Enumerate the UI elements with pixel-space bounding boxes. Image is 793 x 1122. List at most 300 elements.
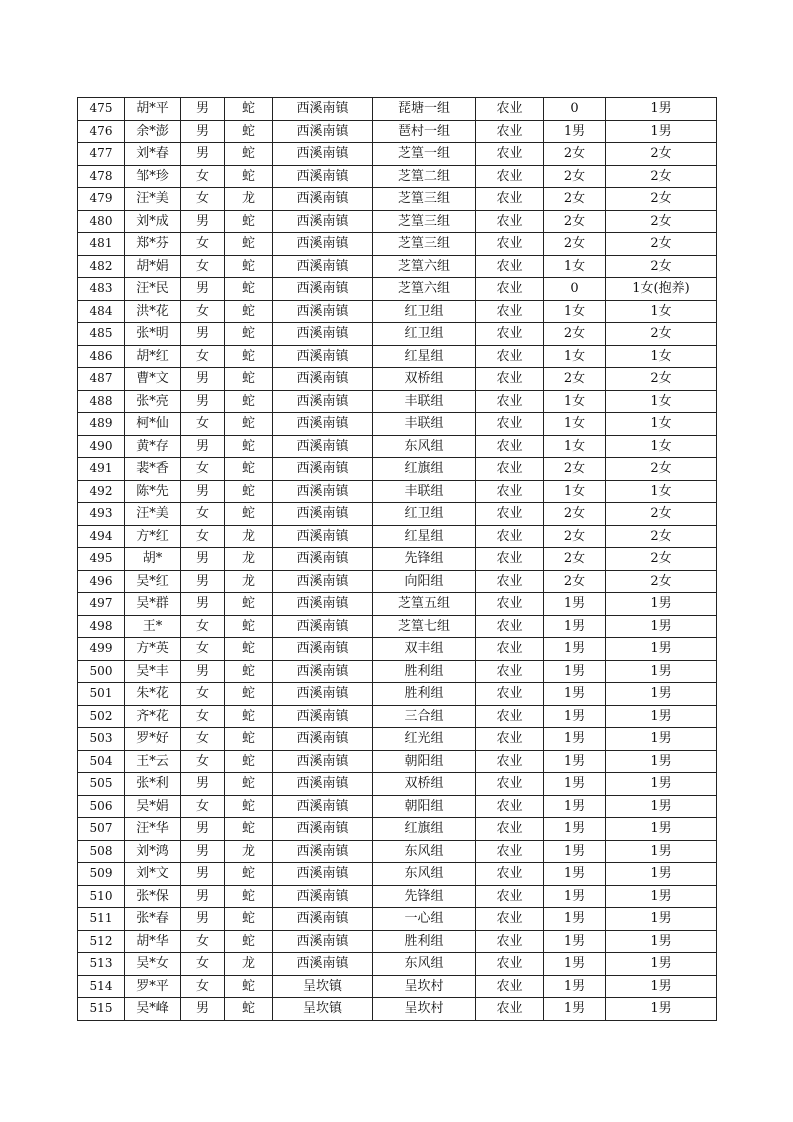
name-cell: 陈*先 — [125, 480, 181, 503]
gender-cell: 女 — [181, 458, 225, 481]
children-after-cell: 1男 — [606, 705, 717, 728]
town-cell: 西溪南镇 — [273, 525, 373, 548]
village-group-cell: 芝篁六组 — [373, 278, 476, 301]
household-type-cell: 农业 — [476, 615, 544, 638]
name-cell: 余*澎 — [125, 120, 181, 143]
children-after-cell: 2女 — [606, 188, 717, 211]
village-group-cell: 琵塘一组 — [373, 98, 476, 121]
household-type-cell: 农业 — [476, 975, 544, 998]
children-after-cell: 1男 — [606, 615, 717, 638]
children-after-cell: 1男 — [606, 120, 717, 143]
household-type-cell: 农业 — [476, 525, 544, 548]
table-row — [78, 368, 717, 391]
row-number-cell: 509 — [78, 863, 125, 886]
zodiac-cell: 蛇 — [225, 233, 273, 256]
village-group-cell: 先锋组 — [373, 548, 476, 571]
gender-cell: 女 — [181, 975, 225, 998]
row-number-cell: 484 — [78, 300, 125, 323]
children-after-cell: 1男 — [606, 773, 717, 796]
village-group-cell: 东风组 — [373, 953, 476, 976]
children-before-cell: 1男 — [544, 773, 606, 796]
row-number-cell: 512 — [78, 930, 125, 953]
household-type-cell: 农业 — [476, 413, 544, 436]
town-cell: 西溪南镇 — [273, 458, 373, 481]
town-cell: 西溪南镇 — [273, 660, 373, 683]
town-cell: 西溪南镇 — [273, 98, 373, 121]
village-group-cell: 朝阳组 — [373, 750, 476, 773]
name-cell: 张*明 — [125, 323, 181, 346]
household-type-cell: 农业 — [476, 458, 544, 481]
table-row — [78, 750, 717, 773]
household-type-cell: 农业 — [476, 998, 544, 1021]
household-type-cell: 农业 — [476, 98, 544, 121]
gender-cell: 男 — [181, 840, 225, 863]
gender-cell: 女 — [181, 255, 225, 278]
children-after-cell: 1男 — [606, 908, 717, 931]
zodiac-cell: 蛇 — [225, 503, 273, 526]
row-number-cell: 500 — [78, 660, 125, 683]
village-group-cell: 红星组 — [373, 345, 476, 368]
household-type-cell: 农业 — [476, 233, 544, 256]
row-number-cell: 504 — [78, 750, 125, 773]
row-number-cell: 477 — [78, 143, 125, 166]
village-group-cell: 东风组 — [373, 840, 476, 863]
name-cell: 吴*峰 — [125, 998, 181, 1021]
gender-cell: 男 — [181, 660, 225, 683]
table-row — [78, 660, 717, 683]
row-number-cell: 475 — [78, 98, 125, 121]
zodiac-cell: 蛇 — [225, 683, 273, 706]
town-cell: 西溪南镇 — [273, 705, 373, 728]
children-after-cell: 1男 — [606, 728, 717, 751]
children-after-cell: 1男 — [606, 998, 717, 1021]
children-before-cell: 2女 — [544, 503, 606, 526]
gender-cell: 女 — [181, 705, 225, 728]
gender-cell: 男 — [181, 480, 225, 503]
gender-cell: 女 — [181, 413, 225, 436]
children-after-cell: 1女 — [606, 390, 717, 413]
children-after-cell: 1男 — [606, 638, 717, 661]
row-number-cell: 482 — [78, 255, 125, 278]
children-after-cell: 1女(抱养) — [606, 278, 717, 301]
household-type-cell: 农业 — [476, 660, 544, 683]
children-before-cell: 1男 — [544, 705, 606, 728]
household-type-cell: 农业 — [476, 795, 544, 818]
children-after-cell: 1男 — [606, 660, 717, 683]
children-before-cell: 2女 — [544, 233, 606, 256]
town-cell: 西溪南镇 — [273, 885, 373, 908]
gender-cell: 女 — [181, 683, 225, 706]
children-after-cell: 1男 — [606, 98, 717, 121]
children-after-cell: 1男 — [606, 795, 717, 818]
table-row — [78, 300, 717, 323]
table-row — [78, 165, 717, 188]
children-before-cell: 1女 — [544, 413, 606, 436]
table-row — [78, 863, 717, 886]
village-group-cell: 红卫组 — [373, 503, 476, 526]
table-row — [78, 503, 717, 526]
children-before-cell: 1女 — [544, 435, 606, 458]
zodiac-cell: 龙 — [225, 525, 273, 548]
name-cell: 洪*花 — [125, 300, 181, 323]
table-row — [78, 593, 717, 616]
children-before-cell: 2女 — [544, 458, 606, 481]
row-number-cell: 493 — [78, 503, 125, 526]
row-number-cell: 491 — [78, 458, 125, 481]
row-number-cell: 507 — [78, 818, 125, 841]
town-cell: 西溪南镇 — [273, 863, 373, 886]
children-before-cell: 1男 — [544, 908, 606, 931]
children-before-cell: 1男 — [544, 120, 606, 143]
town-cell: 西溪南镇 — [273, 188, 373, 211]
table-row — [78, 953, 717, 976]
children-after-cell: 2女 — [606, 255, 717, 278]
table-row — [78, 548, 717, 571]
table-row — [78, 120, 717, 143]
town-cell: 西溪南镇 — [273, 728, 373, 751]
row-number-cell: 511 — [78, 908, 125, 931]
children-before-cell: 1男 — [544, 953, 606, 976]
gender-cell: 女 — [181, 345, 225, 368]
zodiac-cell: 蛇 — [225, 705, 273, 728]
gender-cell: 男 — [181, 390, 225, 413]
village-group-cell: 红光组 — [373, 728, 476, 751]
children-after-cell: 1女 — [606, 413, 717, 436]
village-group-cell: 胜利组 — [373, 930, 476, 953]
village-group-cell: 胜利组 — [373, 660, 476, 683]
table-row — [78, 143, 717, 166]
village-group-cell: 呈坎村 — [373, 975, 476, 998]
zodiac-cell: 蛇 — [225, 795, 273, 818]
household-type-cell: 农业 — [476, 638, 544, 661]
town-cell: 西溪南镇 — [273, 413, 373, 436]
name-cell: 吴*群 — [125, 593, 181, 616]
name-cell: 汪*华 — [125, 818, 181, 841]
children-after-cell: 1男 — [606, 840, 717, 863]
zodiac-cell: 蛇 — [225, 638, 273, 661]
table-row — [78, 435, 717, 458]
table-row — [78, 795, 717, 818]
children-before-cell: 0 — [544, 98, 606, 121]
name-cell: 黄*存 — [125, 435, 181, 458]
village-group-cell: 向阳组 — [373, 570, 476, 593]
town-cell: 西溪南镇 — [273, 570, 373, 593]
row-number-cell: 487 — [78, 368, 125, 391]
children-before-cell: 1女 — [544, 390, 606, 413]
children-before-cell: 1男 — [544, 728, 606, 751]
table-row — [78, 255, 717, 278]
household-type-cell: 农业 — [476, 705, 544, 728]
zodiac-cell: 蛇 — [225, 908, 273, 931]
row-number-cell: 495 — [78, 548, 125, 571]
gender-cell: 女 — [181, 728, 225, 751]
children-after-cell: 1男 — [606, 750, 717, 773]
name-cell: 张*保 — [125, 885, 181, 908]
village-group-cell: 双丰组 — [373, 638, 476, 661]
name-cell: 罗*好 — [125, 728, 181, 751]
zodiac-cell: 蛇 — [225, 255, 273, 278]
children-before-cell: 1男 — [544, 818, 606, 841]
children-before-cell: 2女 — [544, 525, 606, 548]
children-after-cell: 1男 — [606, 818, 717, 841]
row-number-cell: 501 — [78, 683, 125, 706]
gender-cell: 女 — [181, 953, 225, 976]
village-group-cell: 芝篁三组 — [373, 210, 476, 233]
children-before-cell: 1男 — [544, 615, 606, 638]
household-type-cell: 农业 — [476, 165, 544, 188]
children-before-cell: 1男 — [544, 885, 606, 908]
zodiac-cell: 蛇 — [225, 143, 273, 166]
row-number-cell: 503 — [78, 728, 125, 751]
table-row — [78, 998, 717, 1021]
zodiac-cell: 蛇 — [225, 728, 273, 751]
zodiac-cell: 蛇 — [225, 278, 273, 301]
town-cell: 西溪南镇 — [273, 368, 373, 391]
children-before-cell: 2女 — [544, 188, 606, 211]
name-cell: 王* — [125, 615, 181, 638]
name-cell: 汪*美 — [125, 188, 181, 211]
table-row — [78, 98, 717, 121]
village-group-cell: 芝篁一组 — [373, 143, 476, 166]
household-type-cell: 农业 — [476, 278, 544, 301]
name-cell: 吴*娟 — [125, 795, 181, 818]
town-cell: 西溪南镇 — [273, 435, 373, 458]
town-cell: 西溪南镇 — [273, 683, 373, 706]
zodiac-cell: 蛇 — [225, 480, 273, 503]
table-row — [78, 683, 717, 706]
gender-cell: 男 — [181, 863, 225, 886]
gender-cell: 男 — [181, 323, 225, 346]
village-group-cell: 先锋组 — [373, 885, 476, 908]
gender-cell: 男 — [181, 368, 225, 391]
table-row — [78, 525, 717, 548]
zodiac-cell: 蛇 — [225, 593, 273, 616]
children-before-cell: 1男 — [544, 750, 606, 773]
name-cell: 郑*芬 — [125, 233, 181, 256]
gender-cell: 男 — [181, 885, 225, 908]
children-after-cell: 2女 — [606, 368, 717, 391]
town-cell: 西溪南镇 — [273, 615, 373, 638]
gender-cell: 男 — [181, 908, 225, 931]
zodiac-cell: 蛇 — [225, 390, 273, 413]
village-group-cell: 东风组 — [373, 863, 476, 886]
village-group-cell: 双桥组 — [373, 368, 476, 391]
household-type-cell: 农业 — [476, 683, 544, 706]
name-cell: 吴*红 — [125, 570, 181, 593]
town-cell: 西溪南镇 — [273, 278, 373, 301]
village-group-cell: 芝篁二组 — [373, 165, 476, 188]
zodiac-cell: 蛇 — [225, 773, 273, 796]
household-type-cell: 农业 — [476, 773, 544, 796]
village-group-cell: 红卫组 — [373, 300, 476, 323]
children-after-cell: 1女 — [606, 300, 717, 323]
row-number-cell: 514 — [78, 975, 125, 998]
row-number-cell: 486 — [78, 345, 125, 368]
name-cell: 齐*花 — [125, 705, 181, 728]
name-cell: 胡*红 — [125, 345, 181, 368]
household-type-cell: 农业 — [476, 143, 544, 166]
gender-cell: 男 — [181, 548, 225, 571]
row-number-cell: 502 — [78, 705, 125, 728]
household-type-cell: 农业 — [476, 120, 544, 143]
town-cell: 西溪南镇 — [273, 143, 373, 166]
row-number-cell: 510 — [78, 885, 125, 908]
table-row — [78, 975, 717, 998]
table-row — [78, 885, 717, 908]
town-cell: 西溪南镇 — [273, 548, 373, 571]
children-before-cell: 2女 — [544, 165, 606, 188]
table-row — [78, 345, 717, 368]
table-row — [78, 773, 717, 796]
name-cell: 邹*珍 — [125, 165, 181, 188]
village-group-cell: 朝阳组 — [373, 795, 476, 818]
zodiac-cell: 蛇 — [225, 930, 273, 953]
gender-cell: 男 — [181, 998, 225, 1021]
gender-cell: 男 — [181, 98, 225, 121]
table-row — [78, 728, 717, 751]
zodiac-cell: 蛇 — [225, 750, 273, 773]
zodiac-cell: 蛇 — [225, 413, 273, 436]
zodiac-cell: 蛇 — [225, 885, 273, 908]
row-number-cell: 488 — [78, 390, 125, 413]
household-type-cell: 农业 — [476, 435, 544, 458]
village-group-cell: 芝篁六组 — [373, 255, 476, 278]
children-before-cell: 1男 — [544, 638, 606, 661]
village-group-cell: 芝篁三组 — [373, 188, 476, 211]
children-after-cell: 1女 — [606, 480, 717, 503]
household-type-cell: 农业 — [476, 188, 544, 211]
name-cell: 胡*娟 — [125, 255, 181, 278]
gender-cell: 女 — [181, 795, 225, 818]
village-group-cell: 红旗组 — [373, 818, 476, 841]
gender-cell: 男 — [181, 435, 225, 458]
children-after-cell: 2女 — [606, 525, 717, 548]
zodiac-cell: 蛇 — [225, 210, 273, 233]
zodiac-cell: 龙 — [225, 840, 273, 863]
town-cell: 西溪南镇 — [273, 390, 373, 413]
name-cell: 曹*文 — [125, 368, 181, 391]
row-number-cell: 494 — [78, 525, 125, 548]
gender-cell: 男 — [181, 773, 225, 796]
household-type-cell: 农业 — [476, 953, 544, 976]
town-cell: 西溪南镇 — [273, 593, 373, 616]
row-number-cell: 489 — [78, 413, 125, 436]
town-cell: 西溪南镇 — [273, 953, 373, 976]
town-cell: 呈坎镇 — [273, 998, 373, 1021]
name-cell: 刘*成 — [125, 210, 181, 233]
children-before-cell: 1男 — [544, 863, 606, 886]
children-before-cell: 1男 — [544, 683, 606, 706]
children-before-cell: 1男 — [544, 660, 606, 683]
zodiac-cell: 蛇 — [225, 998, 273, 1021]
children-before-cell: 1男 — [544, 795, 606, 818]
table-row — [78, 390, 717, 413]
village-group-cell: 红旗组 — [373, 458, 476, 481]
household-type-cell: 农业 — [476, 863, 544, 886]
table-row — [78, 570, 717, 593]
town-cell: 西溪南镇 — [273, 503, 373, 526]
gender-cell: 男 — [181, 593, 225, 616]
name-cell: 汪*美 — [125, 503, 181, 526]
records-table — [77, 97, 717, 1021]
children-before-cell: 2女 — [544, 368, 606, 391]
town-cell: 西溪南镇 — [273, 255, 373, 278]
row-number-cell: 480 — [78, 210, 125, 233]
name-cell: 方*英 — [125, 638, 181, 661]
household-type-cell: 农业 — [476, 728, 544, 751]
town-cell: 西溪南镇 — [273, 165, 373, 188]
zodiac-cell: 龙 — [225, 548, 273, 571]
town-cell: 西溪南镇 — [273, 323, 373, 346]
name-cell: 胡* — [125, 548, 181, 571]
records-table-body — [78, 98, 717, 1021]
town-cell: 西溪南镇 — [273, 120, 373, 143]
household-type-cell: 农业 — [476, 300, 544, 323]
household-type-cell: 农业 — [476, 930, 544, 953]
children-after-cell: 1男 — [606, 975, 717, 998]
village-group-cell: 一心组 — [373, 908, 476, 931]
gender-cell: 男 — [181, 570, 225, 593]
town-cell: 西溪南镇 — [273, 795, 373, 818]
zodiac-cell: 蛇 — [225, 615, 273, 638]
zodiac-cell: 龙 — [225, 953, 273, 976]
row-number-cell: 496 — [78, 570, 125, 593]
gender-cell: 女 — [181, 188, 225, 211]
row-number-cell: 506 — [78, 795, 125, 818]
table-row — [78, 480, 717, 503]
row-number-cell: 513 — [78, 953, 125, 976]
row-number-cell: 479 — [78, 188, 125, 211]
town-cell: 西溪南镇 — [273, 345, 373, 368]
household-type-cell: 农业 — [476, 908, 544, 931]
name-cell: 刘*春 — [125, 143, 181, 166]
village-group-cell: 丰联组 — [373, 480, 476, 503]
table-row — [78, 908, 717, 931]
row-number-cell: 515 — [78, 998, 125, 1021]
household-type-cell: 农业 — [476, 885, 544, 908]
zodiac-cell: 龙 — [225, 188, 273, 211]
household-type-cell: 农业 — [476, 840, 544, 863]
name-cell: 胡*华 — [125, 930, 181, 953]
name-cell: 张*亮 — [125, 390, 181, 413]
children-after-cell: 1女 — [606, 435, 717, 458]
zodiac-cell: 蛇 — [225, 165, 273, 188]
name-cell: 张*利 — [125, 773, 181, 796]
village-group-cell: 胜利组 — [373, 683, 476, 706]
gender-cell: 女 — [181, 525, 225, 548]
name-cell: 胡*平 — [125, 98, 181, 121]
household-type-cell: 农业 — [476, 210, 544, 233]
children-after-cell: 2女 — [606, 143, 717, 166]
zodiac-cell: 蛇 — [225, 98, 273, 121]
household-type-cell: 农业 — [476, 818, 544, 841]
zodiac-cell: 蛇 — [225, 345, 273, 368]
village-group-cell: 呈坎村 — [373, 998, 476, 1021]
village-group-cell: 红卫组 — [373, 323, 476, 346]
zodiac-cell: 蛇 — [225, 660, 273, 683]
household-type-cell: 农业 — [476, 750, 544, 773]
town-cell: 西溪南镇 — [273, 638, 373, 661]
table-row — [78, 638, 717, 661]
name-cell: 裴*香 — [125, 458, 181, 481]
household-type-cell: 农业 — [476, 593, 544, 616]
children-before-cell: 1男 — [544, 930, 606, 953]
table-row — [78, 413, 717, 436]
household-type-cell: 农业 — [476, 255, 544, 278]
zodiac-cell: 蛇 — [225, 368, 273, 391]
children-before-cell: 1男 — [544, 998, 606, 1021]
row-number-cell: 490 — [78, 435, 125, 458]
